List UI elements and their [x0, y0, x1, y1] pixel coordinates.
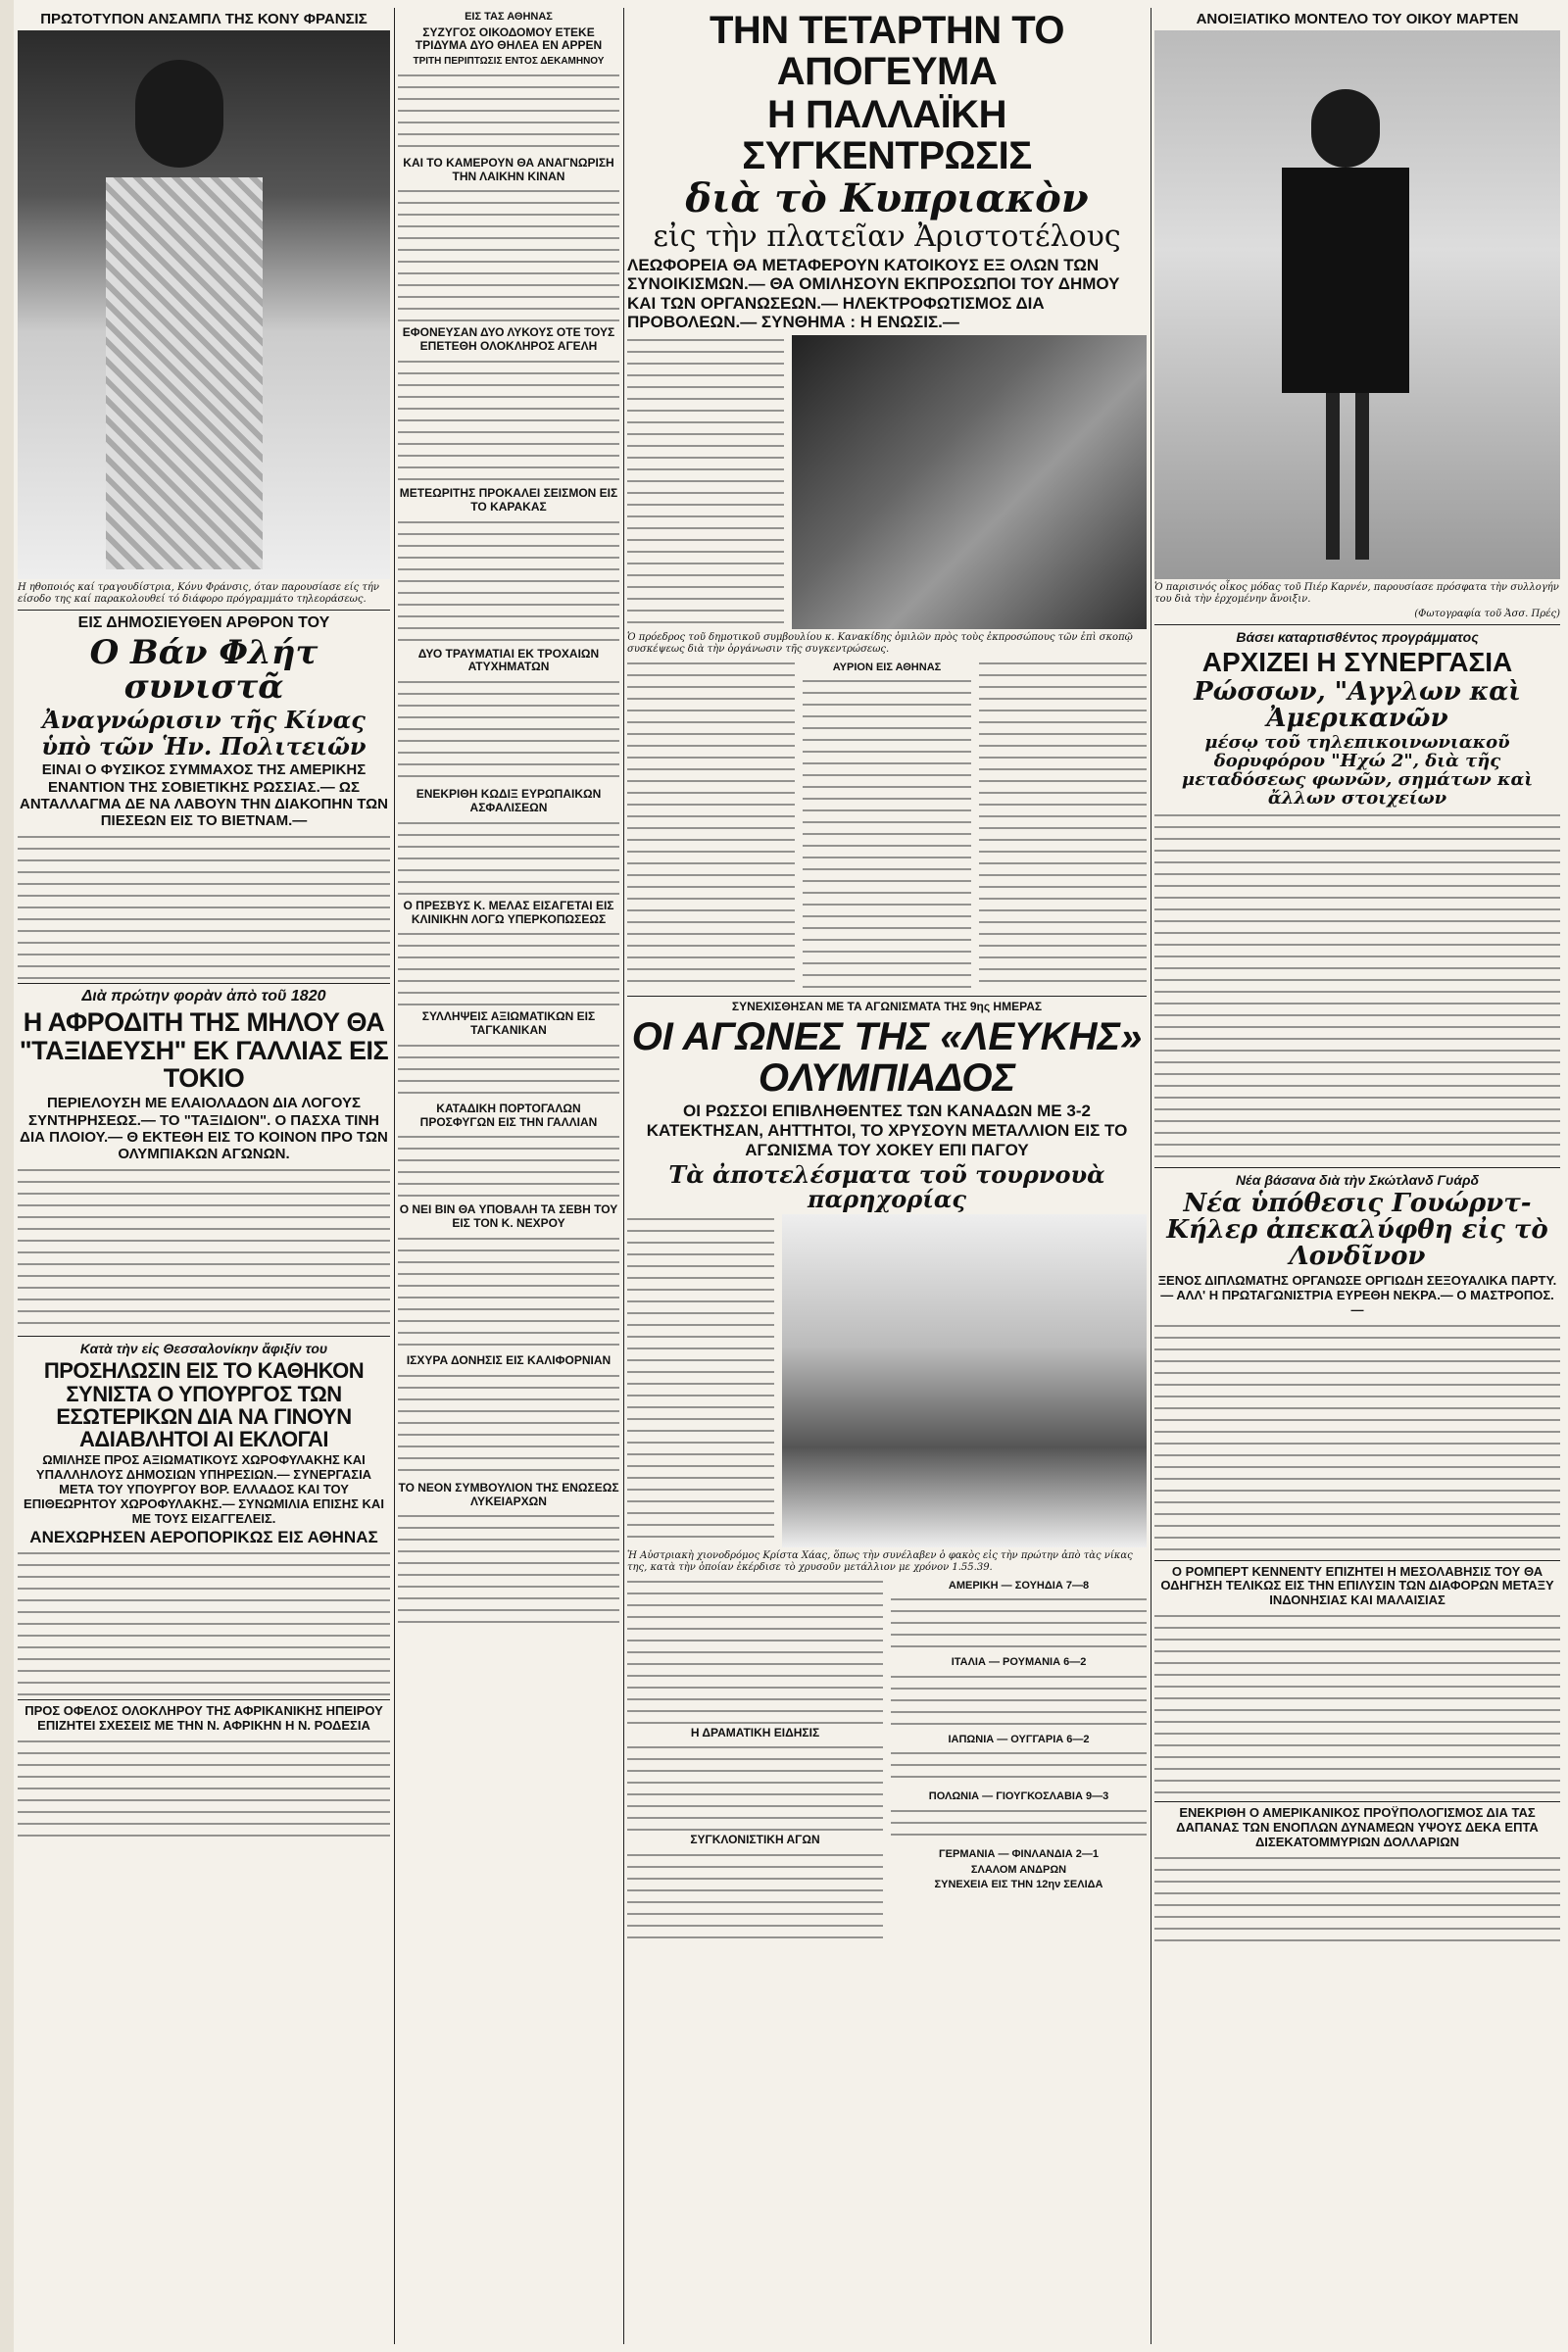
- article3-kicker: Κατὰ τὴν εἰς Θεσσαλονίκην ἄφιξίν του: [79, 1341, 328, 1357]
- brief11-headline: ΙΣΧΥΡΑ ΔΟΝΗΣΙΣ ΕΙΣ ΚΑΛΙΦΟΡΝΙΑΝ: [406, 1353, 612, 1368]
- main-subhead: ΛΕΩΦΟΡΕΙΑ ΘΑ ΜΕΤΑΦΕΡΟΥΝ ΚΑΤΟΙΚΟΥΣ ΕΞ ΟΛΩΝ ΤΩΝ ΣΥΝΟΙΚΙΣΜΩΝ.— ΘΑ ΟΜΙΛΗΣΟΥΝ ΕΚΠΡΟΣΩΠΟΙ ΤΟΥ ΔΗΜΟΥ ΚΑΙ ΤΩΝ ΟΡΓΑΝΩΣΕΩΝ.— ΗΛΕΚΤΡΟΦΩΤΙΣΜΟΣ ΔΙΑ ΠΡΟΒΟΛΕΩΝ.— ΣΥΝΘΗΜΑ : Η ΕΝΩΣΙΣ.—: [627, 255, 1120, 332]
- scotland-subhead: ΞΕΝΟΣ ΔΙΠΛΩΜΑΤΗΣ ΟΡΓΑΝΩΣΕ ΟΡΓΙΩΔΗ ΣΕΞΟΥΑΛΙΚΑ ΠΑΡΤΥ.— ΑΛΛ' Η ΠΡΩΤΑΓΩΝΙΣΤΡΙΑ ΕΥΡΕΘΗ ΝΕΚΡΑ.— Ο ΜΑΣΤΡΟΠΟΣ.—: [1157, 1272, 1557, 1317]
- brief6-headline: ΕΝΕΚΡΙΘΗ ΚΩΔΙΞ ΕΥΡΩΠΑΙΚΩΝ ΑΣΦΑΛΙΣΕΩΝ: [416, 787, 602, 814]
- budget-body: [1154, 1853, 1560, 1941]
- article5-body: [18, 1737, 390, 1844]
- brief1-body: [398, 71, 619, 154]
- brief8-headline: ΣΥΛΛΗΨΕΙΣ ΑΞΙΩΜΑΤΙΚΩΝ ΕΙΣ ΤΑΓΚΑΝΙΚΑΝ: [421, 1009, 596, 1038]
- article1-headline-2: Ἀναγνώρισιν τῆς Κίνας: [42, 706, 366, 735]
- brief7-headline: Ο ΠΡΕΣΒΥΣ Κ. ΜΕΛΑΣ ΕΙΣΑΓΕΤΑΙ ΕΙΣ ΚΛΙΝΙΚΗΝ ΛΟΓΩ ΥΠΕΡΚΟΠΩΣΕΩΣ: [403, 898, 614, 926]
- olympics-subhead: ΟΙ ΡΩΣΣΟΙ ΕΠΙΒΛΗΘΕΝΤΕΣ ΤΩΝ ΚΑΝΑΔΩΝ ΜΕ 3-2 ΚΑΤΕΚΤΗΣΑΝ, ΑΗΤΤΗΤΟΙ, ΤΟ ΧΡΥΣΟΥΝ ΜΕΤΑΛΛΙΟΝ ΕΙΣ ΤΟ ΑΓΩΝΙΣΜΑ ΤΟΥ ΧΟΚΕΥ ΕΠΙ ΠΑΓΟΥ: [646, 1102, 1128, 1159]
- coop-body: [1154, 810, 1560, 1163]
- article4-body: [18, 1548, 390, 1695]
- article1-intro: ΕΙΣ ΔΗΜΟΣΙΕΥΘΕΝ ΑΡΘΡΟΝ ΤΟΥ: [77, 614, 330, 632]
- center-column: [627, 8, 1147, 2344]
- kennedy-headline: Ο ΡΟΜΠΕΡΤ ΚΕΝΝΕΝΤΥ ΕΠΙΖΗΤΕΙ Η ΜΕΣΟΛΑΒΗΣΙΣ ΤΟΥ ΘΑ ΟΔΗΓΗΣΗ ΤΕΛΙΚΩΣ ΕΙΣ ΤΗΝ ΕΠΙΛΥΣΙΝ ΤΩΝ ΔΙΑΦΟΡΩΝ ΜΕΤΑΞΥ ΙΝΔΟΝΗΣΙΑΣ ΚΑΙ ΜΑΛΑΙΣΙΑΣ: [1160, 1563, 1554, 1608]
- brief10-headline: Ο ΝΕΙ ΒΙΝ ΘΑ ΥΠΟΒΑΛΗ ΤΑ ΣΕΒΗ ΤΟΥ ΕΙΣ ΤΟΝ Κ. ΝΕΧΡΟΥ: [399, 1202, 618, 1231]
- article1-subhead: ΕΙΝΑΙ Ο ΦΥΣΙΚΟΣ ΣΥΜΜΑΧΟΣ ΤΗΣ ΑΜΕΡΙΚΗΣ ΕΝΑΝΤΙΟΝ ΤΗΣ ΣΟΒΙΕΤΙΚΗΣ ΡΩΣΣΙΑΣ.— ΩΣ ΑΝΤΑΛΛΑΓΜΑ ΔΕ ΝΑ ΛΑΒΟΥΝ ΤΗΝ ΔΙΑΚΟΠΗΝ ΤΩΝ ΠΙΕΣΕΩΝ ΕΙΣ ΤΟ ΒΙΕΤΝΑΜ.—: [20, 761, 388, 830]
- center-body-a: [627, 659, 795, 992]
- left-column: [18, 8, 390, 2344]
- continued-note: ΣΥΝΕΧΕΙΑ ΕΙΣ ΤΗΝ 12ην ΣΕΛΙΔΑ: [934, 1879, 1103, 1891]
- brief4-headline: ΜΕΤΕΩΡΙΤΗΣ ΠΡΟΚΑΛΕΙ ΣΕΙΣΜΟΝ ΕΙΣ ΤΟ ΚΑΡΑΚΑΣ: [399, 485, 618, 514]
- briefs-column: [398, 8, 619, 2344]
- sub-head-b: ΣΥΓΚΛΟΝΙΣΤΙΚΗ ΑΓΩΝ: [690, 1833, 820, 1847]
- article2-kicker: Διὰ πρώτην φορὰν ἀπὸ τοῦ 1820: [81, 988, 326, 1005]
- main-headline-4: εἰς τὴν πλατεῖαν Ἀριστοτέλους: [653, 220, 1121, 254]
- brief8-body: [398, 1041, 619, 1100]
- dateline: ΑΥΡΙΟΝ ΕΙΣ ΑΘΗΝΑΣ: [832, 661, 942, 673]
- brief11-body: [398, 1371, 619, 1479]
- article2-body: [18, 1165, 390, 1332]
- olympics-headline-2: Τὰ ἀποτελέσματα τοῦ τουρνουὰ παρηχορίας: [668, 1160, 1105, 1214]
- ski-photo: [782, 1214, 1147, 1547]
- center-body-b: [803, 676, 970, 990]
- article1-headline-3: ὑπὸ τῶν Ἡν. Πολιτειῶν: [41, 732, 367, 761]
- article4-headline: ΑΝΕΧΩΡΗΣΕΝ ΑΕΡΟΠΟΡΙΚΩΣ ΕΙΣ ΑΘΗΝΑΣ: [29, 1528, 378, 1547]
- photo-caption: Η ηθοποιός καί τραγουδίστρια, Κόνυ Φράνσις, όταν παρουσίασε είς τήν είσοδο της καί παρακολουθεί τό διάφορο πρόγραμμάτο τηλεοράσεως.: [18, 582, 379, 606]
- fashion-photo: [1154, 30, 1560, 579]
- brief1-headline: ΣΥΖΥΓΟΣ ΟΙΚΟΔΟΜΟΥ ΕΤΕΚΕ ΤΡΙΔΥΜΑ ΔΥΟ ΘΗΛΕΑ ΕΝ ΑΡΡΕΝ: [415, 24, 603, 53]
- main-body: [627, 335, 784, 629]
- brief3-headline: ΕΦΟΝΕΥΣΑΝ ΔΥΟ ΛΥΚΟΥΣ ΟΤΕ ΤΟΥΣ ΕΠΕΤΕΘΗ ΟΛΟΚΛΗΡΟΣ ΑΓΕΛΗ: [402, 325, 615, 354]
- brief10-body: [398, 1234, 619, 1351]
- main-headline-3: διὰ τὸ Κυπριακὸν: [685, 175, 1089, 221]
- briefs-kicker: ΕΙΣ ΤΑΣ ΑΘΗΝΑΣ: [465, 11, 553, 23]
- coop-headline-2: Ρώσσων, "Αγγλων καὶ Ἀμερικανῶν: [1194, 676, 1521, 733]
- result-1-body: [891, 1672, 1147, 1731]
- result-4: ΓΕΡΜΑΝΙΑ — ΦΙΝΛΑΝΔΙΑ 2—1: [939, 1848, 1099, 1861]
- result-3-body: [891, 1806, 1147, 1845]
- result-0: ΑΜΕΡΙΚΗ — ΣΟΥΗΔΙΑ 7—8: [948, 1579, 1090, 1592]
- olympics-headline: ΟΙ ΑΓΩΝΕΣ ΤΗΣ «ΛΕΥΚΗΣ» ΟΛΥΜΠΙΑΔΟΣ: [631, 1015, 1143, 1101]
- scotland-headline: Νέα ὑπόθεσις Γουώρντ-Κήλερ ἀπεκαλύφθη εἰς τὸ Λονδῖνον: [1166, 1188, 1548, 1272]
- result-1: ΙΤΑΛΙΑ — ΡΟΥΜΑΝΙΑ 6—2: [951, 1656, 1087, 1669]
- olympics-body: [627, 1214, 774, 1547]
- photo-title: ΠΡΩΤΟΤΥΠΟΝ ΑΝΣΑΜΠΛ ΤΗΣ ΚΟΝΥ ΦΡΑΝΣΙΣ: [40, 11, 368, 27]
- brief12-body: [398, 1511, 619, 1629]
- result-2-body: [891, 1748, 1147, 1788]
- brief1-subhead: ΤΡΙΤΗ ΠΕΡΙΠΤΩΣΙΣ ΕΝΤΟΣ ΔΕΚΑΜΗΝΟΥ: [413, 56, 605, 68]
- main-headline-2: Η ΠΑΛΛΑΪΚΗ ΣΥΓΚΕΝΤΡΩΣΙΣ: [742, 93, 1032, 177]
- brief7-body: [398, 929, 619, 1007]
- article3-headline: ΠΡΟΣΗΛΩΣΙΝ ΕΙΣ ΤΟ ΚΑΘΗΚΟΝ ΣΥΝΙΣΤΑ Ο ΥΠΟΥΡΓΟΣ ΤΩΝ ΕΣΩΤΕΡΙΚΩΝ ΔΙΑ ΝΑ ΓΙΝΟΥΝ ΑΔΙΑΒΛΗΤΟΙ ΑΙ ΕΚΛΟΓΑΙ: [43, 1358, 365, 1451]
- brief9-headline: ΚΑΤΑΔΙΚΗ ΠΟΡΤΟΓΑΛΩΝ ΠΡΟΣΦΥΓΩΝ ΕΙΣ ΤΗΝ ΓΑΛΛΙΑΝ: [419, 1101, 598, 1129]
- meeting-photo-caption: Ὁ πρόεδρος τοῦ δημοτικοῦ συμβουλίου κ. Κανακίδης ὁμιλῶν πρὸς τοὺς ἐκπροσώπους τῶν ἐπὶ σκοπῷ συσκέψεως διὰ τὴν ὀργάνωσιν τῆς συγκεντρώσεως.: [627, 631, 1133, 655]
- center-body-c: [979, 659, 1147, 992]
- konny-francis-photo: [18, 30, 390, 579]
- result-0-body: [891, 1594, 1147, 1653]
- olympics-kicker: ΣΥΝΕΧΙΣΘΗΣΑΝ ΜΕ ΤΑ ΑΓΩΝΙΣΜΑΤΑ ΤΗΣ 9ης ΗΜΕΡΑΣ: [731, 999, 1043, 1013]
- brief2-headline: ΚΑΙ ΤΟ ΚΑΜΕΡΟΥΝ ΘΑ ΑΝΑΓΝΩΡΙΣΗ ΤΗΝ ΛΑΙΚΗΝ ΚΙΝΑΝ: [403, 155, 614, 183]
- result-2: ΙΑΠΩΝΙΑ — ΟΥΓΓΑΡΙΑ 6—2: [948, 1733, 1090, 1745]
- fashion-photo-credit: (Φωτογραφία τοῦ Ἀσσ. Πρές): [1414, 609, 1560, 620]
- scotland-body: [1154, 1321, 1560, 1556]
- brief3-body: [398, 357, 619, 484]
- result-3: ΠΟΛΩΝΙΑ — ΓΙΟΥΓΚΟΣΛΑΒΙΑ 9—3: [928, 1790, 1109, 1803]
- coop-kicker: Βάσει καταρτισθέντος προγράμματος: [1236, 629, 1479, 646]
- article3-subhead: ΩΜΙΛΗΣΕ ΠΡΟΣ ΑΞΙΩΜΑΤΙΚΟΥΣ ΧΩΡΟΦΥΛΑΚΗΣ ΚΑΙ ΥΠΑΛΛΗΛΟΥΣ ΔΗΜΟΣΙΩΝ ΥΠΗΡΕΣΙΩΝ.— ΣΥΝΕΡΓΑΣΙΑ ΜΕΤΑ ΤΟΥ ΥΠΟΥΡΓΟΥ ΒΟΡ. ΕΛΛΑΔΟΣ ΚΑΙ ΤΟΥ ΕΠΙΘΕΩΡΗΤΟΥ ΧΩΡΟΦΥΛΑΚΗΣ.— ΣΥΝΩΜΙΛΙΑ ΕΠΙΣΗΣ ΚΑΙ ΜΕ ΤΟΥΣ ΕΙΣΑΓΓΕΛΕΙΣ.: [24, 1451, 384, 1526]
- article2-headline: Η ΑΦΡΟΔΙΤΗ ΤΗΣ ΜΗΛΟΥ ΘΑ "ΤΑΞΙΔΕΥΣΗ" ΕΚ ΓΑΛΛΙΑΣ ΕΙΣ ΤΟΚΙΟ: [19, 1007, 389, 1094]
- brief9-body: [398, 1132, 619, 1200]
- fashion-photo-caption: Ὁ παρισινός οἶκος μόδας τοῦ Πιέρ Καρνέν, παρουσίασε πρόσφατα τὴν συλλογήν του διὰ τὴν ἐρχομένην ἄνοιξιν.: [1154, 582, 1559, 606]
- budget-headline: ΕΝΕΚΡΙΘΗ Ο ΑΜΕΡΙΚΑΝΙΚΟΣ ΠΡΟΫΠΟΛΟΓΙΣΜΟΣ ΔΙΑ ΤΑΣ ΔΑΠΑΝΑΣ ΤΩΝ ΕΝΟΠΛΩΝ ΔΥΝΑΜΕΩΝ ΥΨΟΥΣ ΔΕΚΑ ΕΠΤΑ ΔΙΣΕΚΑΤΟΜΜΥΡΙΩΝ ΔΟΛΛΑΡΙΩΝ: [1176, 1805, 1539, 1850]
- brief4-body: [398, 517, 619, 645]
- result-5: ΣΛΑΛΟΜ ΑΝΔΡΩΝ: [970, 1863, 1067, 1876]
- olympics-body-b: [627, 1577, 883, 1724]
- article1-body: [18, 832, 390, 979]
- olympics-body-d: [627, 1850, 883, 1938]
- ski-photo-caption: Ἡ Αὐστριακὴ χιονοδρόμος Κρίστα Χάας, ὅπως τὴν συνέλαβεν ὁ φακὸς εἰς τὴν πρώτην ἀπὸ τὰς νίκας της, κατὰ τὴν ὁποίαν ἐκέρδισε τὸ χρυσοῦν μετάλλιον με χρόνον 1.55.39.: [627, 1549, 1133, 1573]
- olympics-body-c: [627, 1742, 883, 1831]
- article5-headline: ΠΡΟΣ ΟΦΕΛΟΣ ΟΛΟΚΛΗΡΟΥ ΤΗΣ ΑΦΡΙΚΑΝΙΚΗΣ ΗΠΕΙΡΟΥ ΕΠΙΖΗΤΕΙ ΣΧΕΣΕΙΣ ΜΕ ΤΗΝ Ν. ΑΦΡΙΚΗΝ Η Ν. ΡΟΔΕΣΙΑ: [24, 1703, 383, 1734]
- brief5-headline: ΔΥΟ ΤΡΑΥΜΑΤΙΑΙ ΕΚ ΤΡΟΧΑΙΩΝ ΑΤΥΧΗΜΑΤΩΝ: [417, 646, 600, 674]
- fashion-photo-title: ΑΝΟΙΞΙΑΤΙΚΟ ΜΟΝΤΕΛΟ ΤΟΥ ΟΙΚΟΥ ΜΑΡΤΕΝ: [1196, 11, 1519, 27]
- right-column: [1154, 8, 1560, 2344]
- article2-subhead: ΠΕΡΙΕΛΟΥΣΗ ΜΕ ΕΛΑΙΟΛΑΔΟΝ ΔΙΑ ΛΟΓΟΥΣ ΣΥΝΤΗΡΗΣΕΩΣ.— ΤΟ "ΤΑΞΙΔΙΟΝ". Ο ΠΑΣΧΑ ΤΙΝΗ ΔΙΑ ΠΛΟΙΟΥ.— Θ ΕΚΤΕΘΗ ΕΙΣ ΤΟ ΚΟΙΝΟΝ ΠΡΟ ΤΩΝ ΟΛΥΜΠΙΑΚΩΝ ΑΓΩΝΩΝ.: [20, 1095, 388, 1163]
- brief2-body: [398, 186, 619, 323]
- scotland-kicker: Νέα βάσανα διὰ τὴν Σκώτλανδ Γυάρδ: [1235, 1171, 1480, 1188]
- previous-page-edge: [0, 0, 14, 2352]
- main-headline-1: ΤΗΝ ΤΕΤΑΡΤΗΝ ΤΟ ΑΠΟΓΕΥΜΑ: [709, 9, 1065, 93]
- brief6-body: [398, 818, 619, 897]
- sub-head-a: Η ΔΡΑΜΑΤΙΚΗ ΕΙΔΗΣΙΣ: [690, 1725, 820, 1740]
- meeting-photo: [792, 335, 1147, 629]
- kennedy-body: [1154, 1611, 1560, 1797]
- brief12-headline: ΤΟ ΝΕΟΝ ΣΥΜΒΟΥΛΙΟΝ ΤΗΣ ΕΝΩΣΕΩΣ ΛΥΚΕΙΑΡΧΩΝ: [398, 1480, 619, 1508]
- brief5-body: [398, 677, 619, 785]
- coop-subhead: μέσῳ τοῦ τηλεπικοινωνιακοῦ δορυφόρου "Ηχώ 2", διὰ τῆς μεταδόσεως φωνῶν, σημάτων καὶ ἄλλων στοιχείων: [1181, 732, 1534, 808]
- article1-headline: Ο Βάν Φλήτ συνιστᾶ: [89, 632, 318, 708]
- coop-headline: ΑΡΧΙΖΕΙ Η ΣΥΝΕΡΓΑΣΙΑ: [1201, 647, 1513, 678]
